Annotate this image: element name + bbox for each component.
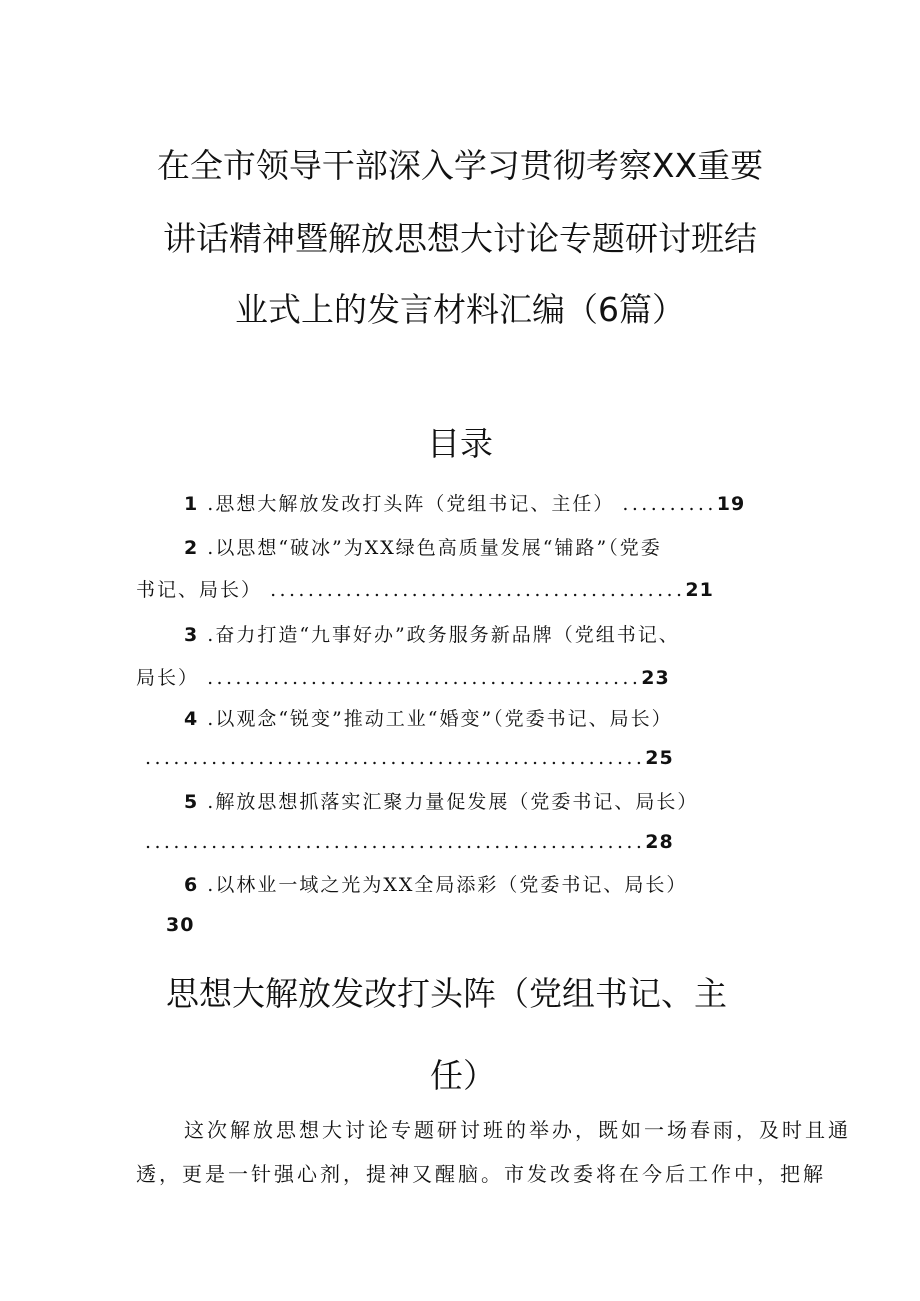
- section-title-line-1: 思想大解放发改打头阵（党组书记、主: [166, 974, 727, 1013]
- toc-item-leader: ..............................................: [207, 667, 642, 689]
- toc-item-5[interactable]: [184, 787, 698, 814]
- toc-item-2[interactable]: [184, 533, 662, 560]
- toc-item-page: 19: [716, 493, 746, 515]
- toc-item-number: 6: [184, 874, 200, 896]
- toc-item-leader: .....................................................: [145, 747, 646, 769]
- body-paragraph-line-1: 这次解放思想大讨论专题研讨班的举办，既如一场春雨，及时且通: [184, 1118, 851, 1142]
- toc-item-page: 21: [685, 579, 714, 601]
- toc-item-2-continuation[interactable]: [136, 575, 714, 602]
- toc-item-text: .奋力打造“九事好办”政务服务新品牌（党组书记、: [207, 624, 680, 646]
- toc-item-4-leader-line[interactable]: [145, 747, 674, 769]
- toc-item-4[interactable]: [184, 704, 673, 731]
- toc-item-leader: ..........: [622, 493, 717, 515]
- section-title-line-2: 任）: [430, 1056, 496, 1095]
- body-paragraph-line-2: 透，更是一针强心剂，提神又醒脑。市发改委将在今后工作中，把解: [136, 1162, 826, 1186]
- toc-item-text: .思想大解放发改打头阵（党组书记、主任）: [207, 493, 615, 515]
- document-title-line-3: 业式上的发言材料汇编（6篇）: [235, 290, 685, 329]
- toc-heading: 目录: [427, 424, 493, 463]
- toc-item-6[interactable]: [184, 870, 687, 897]
- toc-item-5-leader-line[interactable]: [145, 831, 674, 853]
- toc-item-page: 28: [645, 831, 674, 853]
- toc-item-number: 5: [184, 791, 200, 813]
- toc-item-3-continuation[interactable]: [136, 663, 670, 690]
- toc-item-leader: ............................................: [270, 579, 686, 601]
- toc-item-text: .以观念“锐变”推动工业“婚变”（党委书记、局长）: [207, 708, 673, 730]
- toc-item-6-page-line[interactable]: [166, 914, 194, 936]
- toc-item-3[interactable]: [184, 620, 680, 647]
- toc-item-text: .以思想“破冰”为XX绿色高质量发展“铺路”（党委: [207, 537, 662, 559]
- toc-item-text: .以林业一域之光为XX全局添彩（党委书记、局长）: [207, 874, 688, 896]
- toc-item-number: 4: [184, 708, 200, 730]
- toc-item-1[interactable]: [184, 489, 745, 516]
- toc-item-leader: .....................................................: [145, 831, 646, 853]
- toc-item-text: .解放思想抓落实汇聚力量促发展（党委书记、局长）: [207, 791, 699, 813]
- toc-item-page: 23: [641, 667, 670, 689]
- toc-item-number: 3: [184, 624, 200, 646]
- document-title-line-2: 讲话精神暨解放思想大讨论专题研讨班结: [163, 219, 757, 258]
- document-title-line-1: 在全市领导干部深入学习贯彻考察XX重要: [156, 146, 764, 185]
- toc-item-text-continued: 书记、局长）: [136, 579, 263, 601]
- toc-item-number: 1: [184, 493, 200, 515]
- toc-item-page: 25: [645, 747, 674, 769]
- toc-item-text-continued: 局长）: [136, 667, 200, 689]
- toc-item-number: 2: [184, 537, 200, 559]
- toc-item-page: 30: [166, 914, 195, 936]
